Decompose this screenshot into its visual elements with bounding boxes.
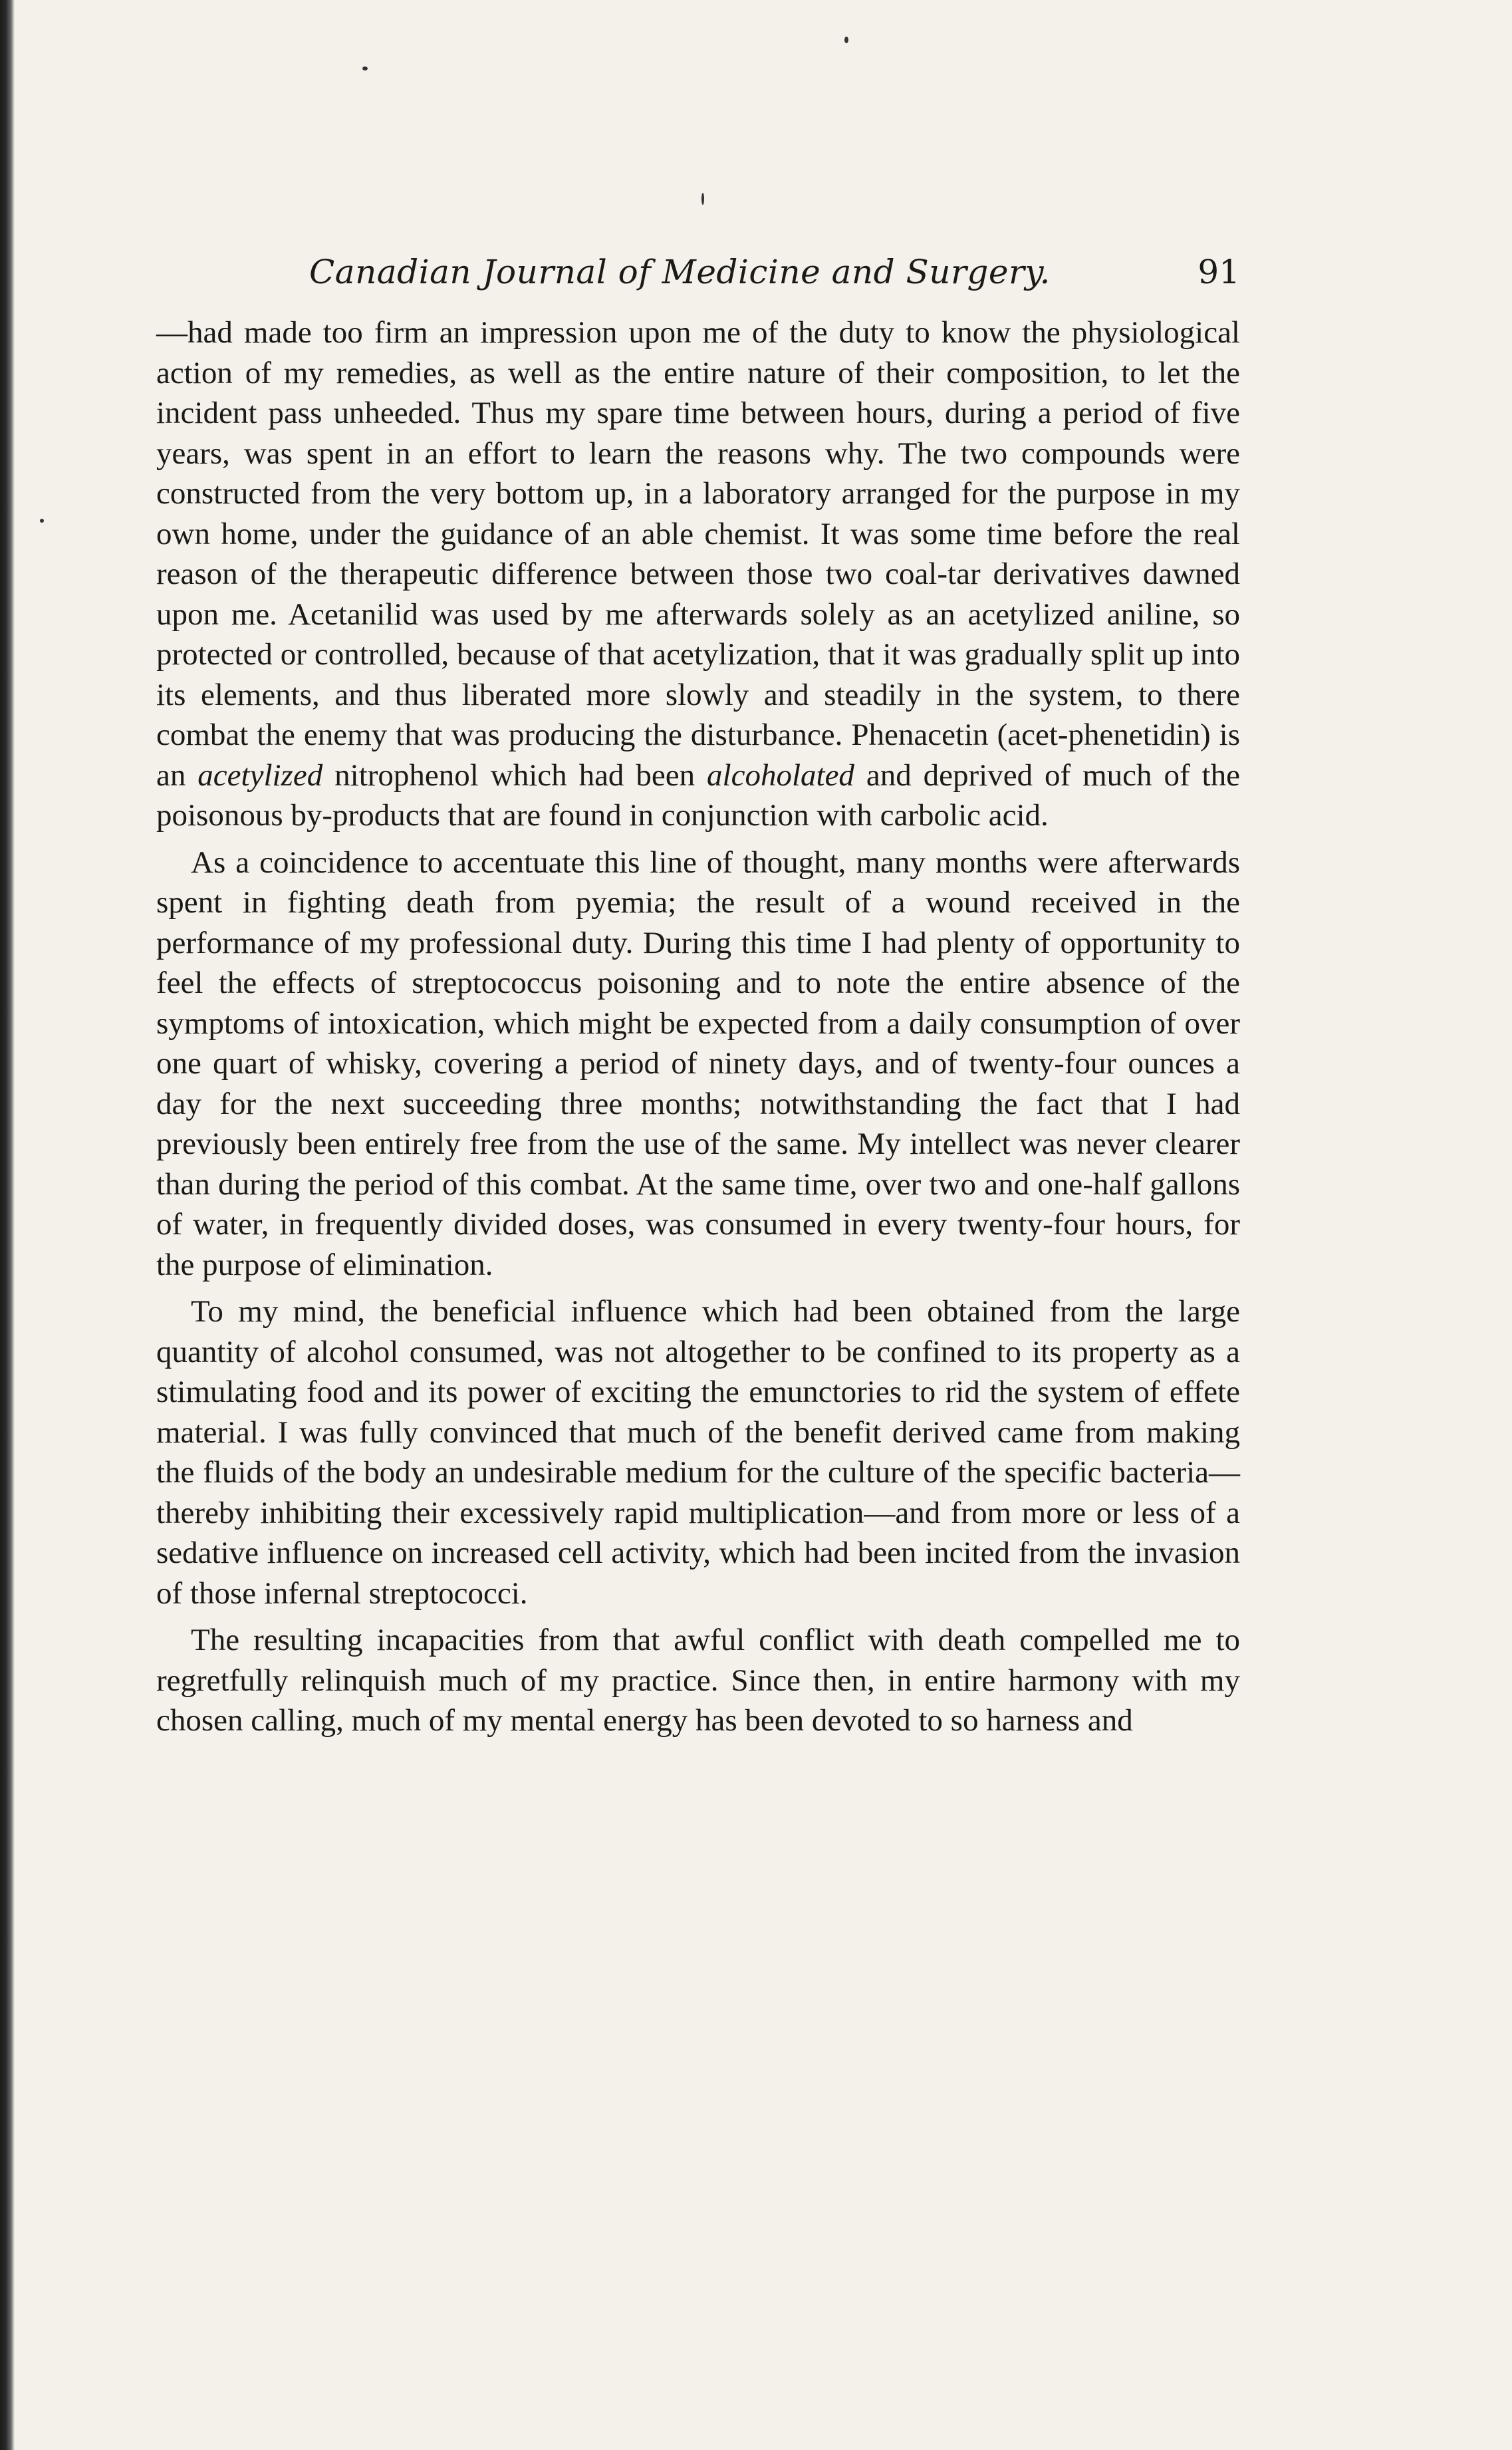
italic-text-run: alcoholated xyxy=(707,757,854,793)
text-run: As a coincidence to accentuate this line of thought, many months were afterwards spent in fighting death from pyemia; the result of a wound received in the performance of my professional duty. During this time I had plenty of opportunity to feel the effects of streptococcus poisoning and to note the entire absence of the symptoms of intoxication, which might be expected from a daily consumption of over one quart of whisky, covering a period of ninety days, and of twenty-four ounces a day for the next succeeding three months; notwithstanding the fact that I had previously been entirely free from the use of the same. My intellect was never clearer than during the period of this combat. At the same time, over two and one-half gallons of water, in frequently divided doses, was consumed in every twenty-four hours, for the purpose of elimination. xyxy=(156,845,1240,1282)
paragraph xyxy=(156,313,1240,836)
italic-text-run: acetylized xyxy=(197,757,323,793)
text-run: To my mind, the beneficial influence which had been obtained from the large quantity of alcohol consumed, was not altogether to be confined to its property as a stimulating food and its power of exciting the emunctories to rid the system of effete material. I was fully convinced that much of the benefit derived came from making the fluids of the body an undesirable medium for the culture of the specific bacteria—thereby inhibiting their excessively rapid multiplication—and from more or less of a sedative influence on increased cell activity, which had been incited from the invasion of those infernal streptococci. xyxy=(156,1294,1240,1611)
journal-title: Canadian Journal of Medicine and Surgery. xyxy=(309,253,1051,291)
text-run: The resulting incapacities from that awful conflict with death compelled me to regretfully relinquish much of my practice. Since then, in entire harmony with my chosen calling, much of my mental energy has been devoted to so harness and xyxy=(156,1623,1240,1738)
scan-speck xyxy=(40,519,44,523)
paragraph xyxy=(156,1292,1240,1613)
text-run: and deprived of much of the poisonous by-products that are found in conjunction with carbolic acid. xyxy=(156,757,1240,833)
scan-speck xyxy=(844,37,848,43)
paragraph xyxy=(156,1620,1240,1741)
text-run: —had made too firm an impression upon me of the duty to know the physiological action of my remedies, as well as the entire nature of their composition, to let the incident pass unheeded. Thus my spare time between hours, during a period of five years, was spent in an effort to learn the reasons why. The two compounds were constructed from the very bottom up, in a laboratory arranged for the purpose in my own home, under the guidance of an able chemist. It was some time before the real reason of the therapeutic difference between those two coal-tar derivatives dawned upon me. Acetanilid was used by me afterwards solely as an acetylized aniline, so protected or controlled, because of that acetylization, that it was gradually split up into its elements, and thus liberated more slowly and steadily in the system, to there combat the enemy that was producing the disturbance. Phenacetin (acet-phenetidin) is an xyxy=(156,315,1240,793)
article-body xyxy=(156,313,1240,1741)
scan-speck xyxy=(362,67,368,70)
running-head xyxy=(156,253,1240,313)
paragraph xyxy=(156,843,1240,1286)
scan-binding-edge xyxy=(0,0,15,2450)
document-page xyxy=(156,253,1240,1748)
scan-speck xyxy=(701,193,704,205)
page-number: 91 xyxy=(1197,253,1240,291)
text-run: nitrophenol which had been xyxy=(322,757,707,793)
